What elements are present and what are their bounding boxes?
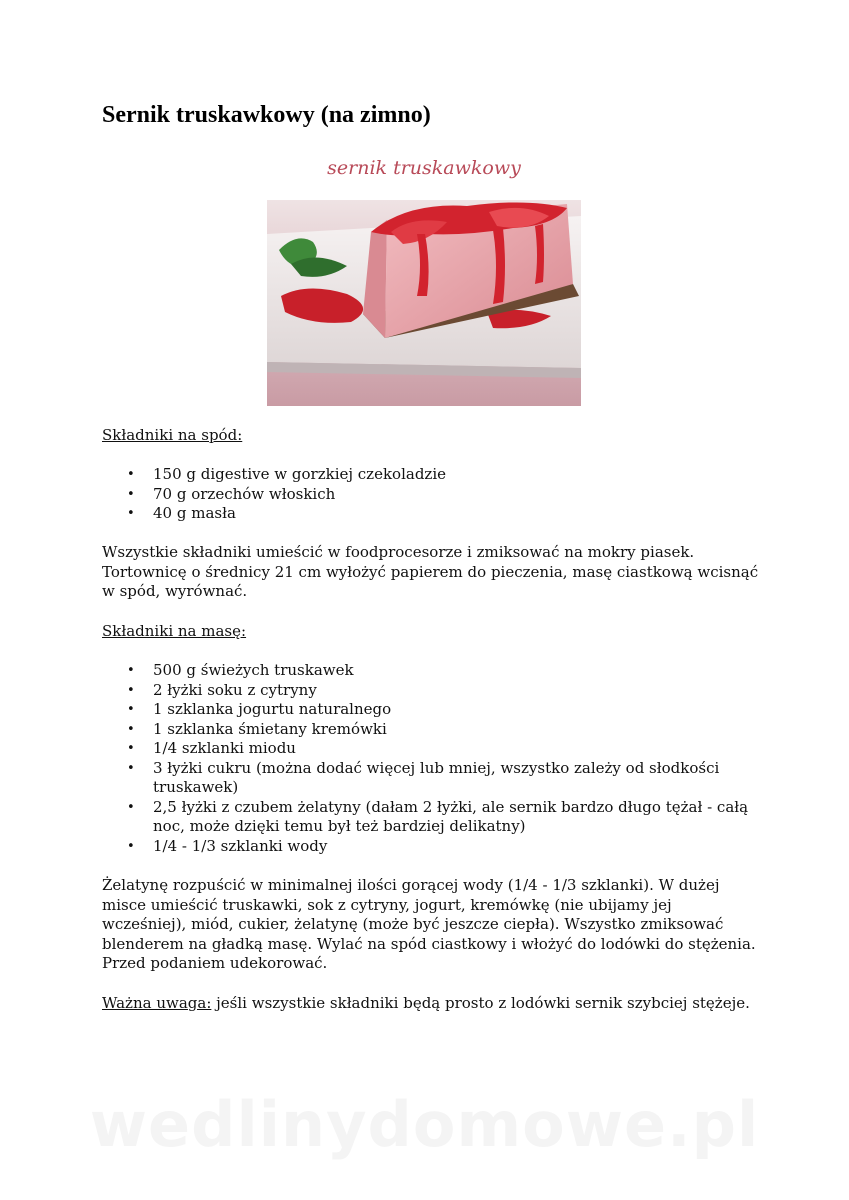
list-item: • 1/4 szklanki miodu xyxy=(102,739,762,759)
instruction-line: blenderem na gładką masę. Wylać na spód ciastkowy i włożyć do lodówki do stężenia. xyxy=(102,934,756,953)
base-ingredients-list xyxy=(102,465,762,524)
list-item: • 40 g masła xyxy=(102,504,762,524)
instruction-line: w spód, wyrównać. xyxy=(102,582,248,600)
important-note xyxy=(102,994,762,1014)
list-item: • 1 szklanka jogurtu naturalnego xyxy=(102,700,762,720)
note-label: Ważna uwaga: xyxy=(102,994,212,1012)
mass-ingredients-block xyxy=(102,661,762,856)
base-ingredients-heading: Składniki na spód: xyxy=(102,426,243,444)
instruction-line: Wszystkie składniki umieścić w foodprocesorze i zmiksować na mokry piasek. xyxy=(102,543,695,561)
list-item: • 150 g digestive w gorzkiej czekoladzie xyxy=(102,465,762,485)
image-caption: sernik truskawkowy xyxy=(327,157,521,179)
base-instructions xyxy=(102,543,762,602)
instruction-line: misce umieścić truskawki, sok z cytryny, jogurt, kremówkę (nie ubijamy jej xyxy=(102,895,672,914)
page-title: Sernik truskawkowy (na zimno) xyxy=(102,102,431,128)
list-item: • 3 łyżki cukru (można dodać więcej lub mniej, wszystko zależy od słodkości truskawek) xyxy=(102,759,762,798)
watermark: wedlinydomowe.pl xyxy=(89,1088,760,1161)
list-item: • 1 szklanka śmietany kremówki xyxy=(102,720,762,740)
mass-instructions xyxy=(102,876,762,974)
base-ingredients-block xyxy=(102,465,762,524)
list-item: • 2 łyżki soku z cytryny xyxy=(102,681,762,701)
cheesecake-photo xyxy=(267,146,581,406)
base-heading-block xyxy=(102,426,762,446)
list-item: • 70 g orzechów włoskich xyxy=(102,485,762,505)
list-item: • 500 g świeżych truskawek xyxy=(102,661,762,681)
mass-ingredients-heading: Składniki na masę: xyxy=(102,622,247,640)
note-text: jeśli wszystkie składniki będą prosto z lodówki sernik szybciej stężeje. xyxy=(211,994,750,1012)
mass-ingredients-list xyxy=(102,661,762,856)
list-item: • 2,5 łyżki z czubem żelatyny (dałam 2 łyżki, ale sernik bardzo długo tężał - całą noc, może dzięki temu był też bardziej delikatny) xyxy=(102,798,762,837)
instruction-line: wcześniej), miód, cukier, żelatynę (może być jeszcze ciepła). Wszystko zmiksować xyxy=(102,915,724,933)
mass-heading-block xyxy=(102,622,762,642)
instruction-line: Żelatynę rozpuścić w minimalnej ilości gorącej wody (1/4 - 1/3 szklanki). W dużej xyxy=(102,876,720,894)
instruction-line: Tortownicę o średnicy 21 cm wyłożyć papierem do pieczenia, masę ciastkową wcisnąć xyxy=(102,562,759,581)
list-item: • 1/4 - 1/3 szklanki wody xyxy=(102,837,762,857)
instruction-line: Przed podaniem udekorować. xyxy=(102,954,328,972)
